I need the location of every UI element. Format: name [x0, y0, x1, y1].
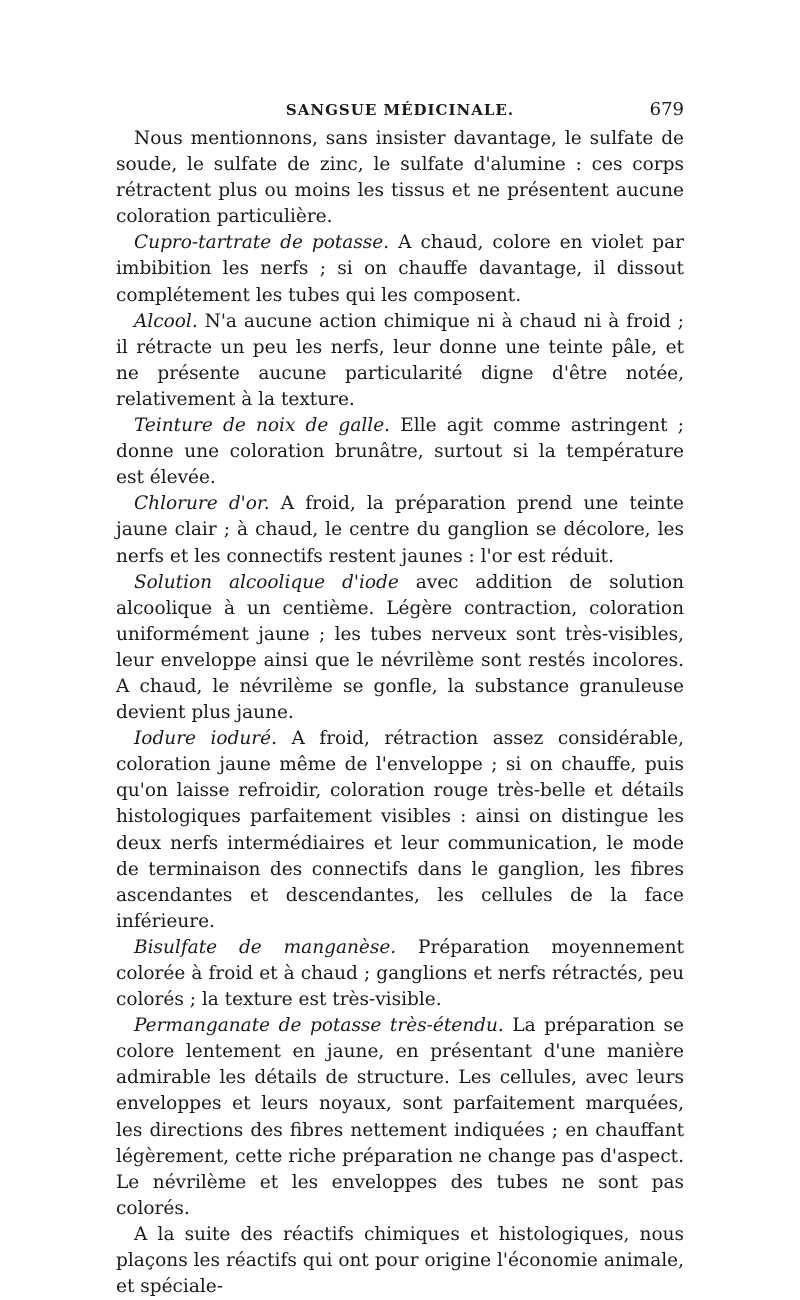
reagent-term: Teinture de noix de galle.	[134, 415, 391, 437]
paragraph-iodure-iodure	[116, 726, 684, 935]
paragraph-text: A froid, rétraction assez considérable, coloration jaune même de l'enveloppe ; si on chauffe, puis qu'on laisse refroidir, coloration rouge très-belle et détails histologiques parfaitement visibles : ainsi on distingue les deux nerfs intermédiaires et leur communication, le mode de terminaison des connectifs dans le ganglion, les fibres ascendantes et descendantes, les cellules de la face inférieure.	[116, 728, 684, 932]
paragraph-alcool	[116, 309, 684, 413]
running-title: SANGSUE MÉDICINALE.	[285, 101, 515, 119]
paragraph-text: A froid, la préparation prend une teinte jaune clair ; à chaud, le centre du ganglion se décolore, les nerfs et les connectifs restent jaunes : l'or est réduit.	[116, 493, 684, 567]
reagent-term: Bisulfate de manganèse.	[134, 936, 397, 958]
paragraph-text: N'a aucune action chimique ni à chaud ni à froid ; il rétracte un peu les nerfs, leur donne une teinte pâle, et ne présente aucune particularité digne d'être notée, relativement à la texture.	[116, 310, 684, 410]
paragraph-noix-de-galle	[116, 413, 684, 491]
paragraph-text: A la suite des réactifs chimiques et histologiques, nous plaçons les réactifs qui ont pour origine l'économie animale, et spéciale-	[116, 1223, 684, 1298]
paragraph-chlorure-or	[116, 491, 684, 569]
paragraph-conclusion	[116, 1222, 684, 1300]
paragraph-text: A chaud, colore en violet par imbibition les nerfs ; si on chauffe davantage, il dissout complétement les tubes qui les composent.	[116, 232, 684, 306]
paragraph-permanganate	[116, 1013, 684, 1222]
reagent-term: Permanganate de potasse très-étendu.	[134, 1015, 504, 1037]
paragraph-text: Nous mentionnons, sans insister davantage, le sulfate de soude, le sulfate de zinc, le sulfate d'alumine : ces corps rétractent plus ou moins les tissus et ne présentent aucune coloration particulière.	[116, 128, 684, 228]
running-head	[116, 101, 684, 127]
reagent-term: Iodure ioduré.	[134, 728, 277, 750]
page-number: 679	[649, 99, 684, 120]
reagent-term: Chlorure d'or.	[134, 493, 270, 515]
paragraph-text: Préparation moyennement colorée à froid et à chaud ; ganglions et nerfs rétractés, peu colorés ; la texture est très-visible.	[116, 936, 684, 1011]
paragraph-iode	[116, 570, 684, 727]
body-text	[116, 126, 684, 1300]
reagent-term: Alcool.	[134, 310, 198, 332]
paragraph-text: Elle agit comme astringent ; donne une coloration brunâtre, surtout si la température est élevée.	[116, 415, 684, 489]
paragraph-bisulfate	[116, 935, 684, 1013]
reagent-term: Cupro-tartrate de potasse.	[134, 232, 390, 254]
paragraph-text: avec addition de solution alcoolique à un centième. Légère contraction, coloration uniformément jaune ; les tubes nerveux sont très-visibles, leur enveloppe ainsi que le névrilème sont restés incolores. A chaud, le névrilème se gonfle, la substance granuleuse devient plus jaune.	[116, 571, 684, 724]
paragraph-text: La préparation se colore lentement en jaune, en présentant d'une manière admirable les détails de structure. Les cellules, avec leurs enveloppes et leurs noyaux, sont parfaitement marquées, les directions des fibres nettement indiquées ; en chauffant légèrement, cette riche préparation ne change pas d'aspect. Le névrilème et les enveloppes des tubes ne sont pas colorés.	[116, 1015, 685, 1219]
reagent-term: Solution alcoolique d'iode	[134, 571, 399, 593]
paragraph-intro	[116, 126, 684, 230]
paragraph-cupro-tartrate	[116, 230, 684, 308]
